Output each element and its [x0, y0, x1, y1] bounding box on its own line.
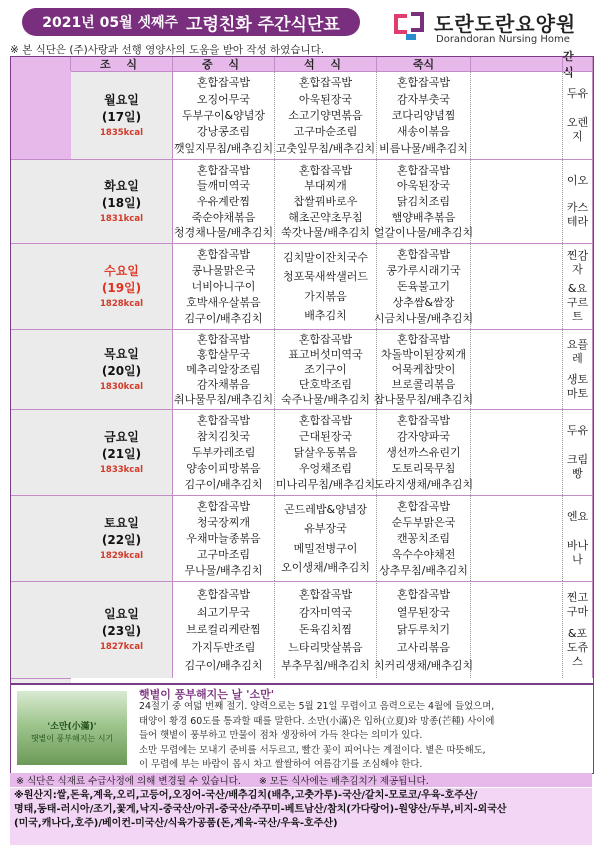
solar-term-line: 소만 무렵에는 모내기 준비를 서두르고, 빨간 꽃이 피어나는 계절이다. 볕은 따뜻해도,	[139, 744, 486, 756]
menu-item: 고춧잎무침/배추김치	[275, 141, 376, 155]
menu-item: 청포묵새싹샐러드	[282, 270, 368, 284]
menu-item: 배추김치	[304, 308, 347, 322]
menu-item: 콩가루시래기국	[386, 264, 461, 277]
snack-item: 카스테라	[566, 201, 589, 229]
menu-item: 청경채나물/배추김치	[173, 226, 274, 240]
menu-item: 근대된장국	[298, 430, 353, 443]
menu-item: 메추리알장조림	[186, 363, 261, 376]
menu-item: 혼합잡곡밥	[298, 414, 353, 427]
menu-item: 상추쌈&쌈장	[392, 296, 455, 309]
menu-item: 양송이피망볶음	[186, 462, 261, 475]
menu-item: 혼합잡곡밥	[298, 76, 353, 90]
column-header-snack: 간 식	[563, 57, 593, 71]
menu-item: 들깨미역국	[196, 179, 251, 193]
snack-item: 두유	[566, 87, 589, 100]
porridge-cell	[471, 581, 563, 678]
menu-item: 두부카레조림	[191, 446, 256, 459]
menu-item: 생선까스유린기	[386, 446, 461, 459]
snack-item: 찐감자	[566, 249, 589, 276]
menu-item: 햄양배추볶음	[391, 210, 456, 224]
menu-item: 참치김칫국	[196, 430, 251, 443]
day-label	[71, 159, 173, 243]
day-name: 화요일	[104, 178, 139, 193]
menu-item: 혼합잡곡밥	[196, 248, 251, 261]
solar-term-image-subcaption: 햇볕이 풍부해지는 시기	[30, 734, 114, 743]
menu-item: 오이생채/배추김치	[281, 560, 370, 574]
notes-bar	[10, 773, 592, 787]
breakfast-menu-cell	[173, 409, 275, 495]
menu-item: 쇠고기무국	[196, 605, 251, 619]
menu-item: 부추무침/배추김치	[281, 659, 370, 673]
menu-item: 콩나물맑은국	[191, 264, 256, 277]
menu-item: 김구이/배추김치	[184, 659, 263, 673]
row-end-strip	[11, 329, 71, 409]
column-header-blank	[471, 57, 563, 71]
solar-term-image	[17, 691, 127, 765]
menu-item: 혼합잡곡밥	[396, 76, 451, 90]
menu-item: 돈육불고기	[396, 280, 451, 293]
breakfast-menu-cell	[173, 495, 275, 581]
day-name: 금요일	[104, 429, 139, 444]
dinner-menu-cell	[373, 243, 474, 329]
row-end-strip	[11, 159, 71, 243]
menu-item: 우유계란찜	[196, 194, 251, 208]
snack-cell	[563, 329, 593, 409]
menu-item: 혼합잡곡밥	[396, 587, 451, 601]
lunch-menu-cell	[275, 409, 377, 495]
porridge-cell	[471, 159, 563, 243]
page-title: 고령친화 주간식단표	[186, 14, 340, 35]
breakfast-menu-cell	[173, 159, 275, 243]
menu-item: 고구마순조림	[293, 125, 358, 139]
snack-item: 이오	[566, 173, 589, 187]
snack-cell	[563, 581, 593, 678]
snack-cell	[563, 159, 593, 243]
day-name: 목요일	[104, 346, 139, 361]
dinner-menu-cell	[373, 159, 474, 243]
menu-item: 도토리묵무침	[391, 462, 456, 475]
dinner-menu-cell	[373, 581, 474, 678]
snack-cell	[563, 409, 593, 495]
menu-item: 열무된장국	[396, 605, 451, 619]
menu-item: 순두부맑은국	[391, 516, 456, 529]
menu-item: 얼갈이나물/배추김치	[373, 226, 474, 240]
porridge-cell	[471, 409, 563, 495]
dinner-menu-cell	[377, 495, 471, 581]
menu-item: 혼합잡곡밥	[196, 333, 251, 346]
day-date: (22일)	[101, 532, 142, 547]
menu-item: 혼합잡곡밥	[196, 414, 251, 427]
menu-item: 브로콜리볶음	[391, 378, 456, 391]
row-end-strip	[11, 678, 71, 683]
row-end-strip	[11, 243, 71, 329]
column-header-breakfast: 조 식	[71, 57, 173, 71]
solar-term-line: 태양이 황경 60도를 통과할 때를 말한다. 소만(小滿)은 입하(立夏)와 망종(芒種) 사이에	[139, 715, 495, 727]
menu-item: 조기구이	[304, 363, 347, 376]
solar-term-line: 24절기 중 여덟 번째 절기. 양력으로는 5월 21일 무렵이고 음력으로는 4월에 들었으며,	[139, 701, 495, 712]
column-header-porridge: 죽식	[377, 57, 471, 71]
menu-item: 두부구이&양념장	[182, 108, 265, 122]
day-date: (19일)	[101, 280, 142, 295]
day-label	[71, 243, 173, 329]
column-header-strip	[11, 71, 71, 159]
day-kcal: 1831kcal	[100, 213, 143, 224]
menu-item: 깻잎지무침/배추김치	[173, 141, 274, 155]
menu-item: 참나물무침/배추김치	[373, 393, 474, 406]
origin-line: ※원산지:쌀,돈육,계육,오리,고등어,오징어-국산/배추김치(배추,고춧가루)-국산/갈치-모로코/우육-호주산/	[14, 790, 478, 801]
menu-item: 혼합잡곡밥	[396, 500, 451, 513]
menu-item: 고사리볶음	[396, 641, 451, 655]
day-kcal: 1829kcal	[100, 550, 143, 561]
menu-item: 김구이/배추김치	[184, 312, 263, 325]
day-name: 월요일	[104, 92, 139, 107]
origin-line: 명태,동태-러시아/조기,꽃게,낙지-중국산/아귀-중국산/주꾸미-베트남산/참치(가다랑어)-원양산/두부,비지-외국산	[14, 804, 507, 815]
day-label	[71, 495, 173, 581]
column-header-dinner: 석 식	[275, 57, 377, 71]
menu-item: 메밀전병구이	[293, 541, 358, 555]
origin-line: (미국,캐나다,호주)/베이컨-미국산/식육가공품(돈,계육-국산/우육-호주산)	[14, 818, 338, 829]
day-kcal: 1827kcal	[100, 642, 143, 652]
menu-item: 캔꽁치조림	[396, 532, 451, 545]
menu-item: 혼합잡곡밥	[196, 587, 251, 601]
menu-item: 시금치나물/배추김치	[373, 312, 474, 325]
menu-item: 우엉채조림	[298, 462, 353, 475]
snack-item: 요플레	[566, 337, 589, 365]
menu-item: 해초곤약초무침	[288, 210, 363, 224]
week-label: 2021년 05월 셋째주	[42, 15, 179, 31]
snack-item: 오렌지	[566, 116, 589, 143]
day-name: 토요일	[104, 515, 139, 530]
row-end-strip	[11, 581, 71, 678]
snack-item: &포도쥬스	[566, 627, 589, 669]
menu-item: 홍합살무국	[196, 348, 251, 361]
porridge-cell	[471, 71, 563, 159]
menu-item: 우채마늘종볶음	[186, 532, 261, 545]
day-label	[71, 409, 173, 495]
menu-item: 닭김치조림	[396, 194, 451, 208]
day-date: (21일)	[101, 446, 142, 461]
row-end-strip	[11, 495, 71, 581]
menu-item: 단호박조림	[298, 378, 353, 391]
day-name: 수요일	[104, 263, 139, 278]
logo-mark-icon	[392, 10, 428, 42]
dinner-menu-cell	[373, 329, 474, 409]
menu-item: 무나물/배추김치	[184, 564, 263, 577]
lunch-menu-cell	[275, 243, 377, 329]
snack-item: 찐고구마	[566, 590, 589, 618]
menu-item: 미나리무침/배추김치	[275, 478, 376, 491]
menu-item: 혼합잡곡밥	[396, 414, 451, 427]
dinner-menu-cell	[377, 71, 471, 159]
menu-item: 도라지생채/배추김치	[373, 478, 474, 491]
menu-item: 아욱된장국	[396, 179, 451, 193]
day-label	[71, 581, 173, 678]
menu-item: 부대찌개	[304, 179, 347, 193]
menu-item: 감자채볶음	[196, 378, 251, 391]
menu-item: 소고기양면볶음	[288, 108, 363, 122]
lunch-menu-cell	[275, 329, 377, 409]
snack-item: 바나나	[566, 538, 589, 566]
menu-item: 혼합잡곡밥	[396, 333, 451, 346]
menu-item: 취나물무침/배추김치	[173, 393, 274, 406]
menu-item: 혼합잡곡밥	[396, 248, 451, 261]
day-date: (18일)	[101, 195, 142, 210]
porridge-cell	[471, 495, 563, 581]
day-date: (17일)	[101, 109, 142, 124]
menu-item: 쑥갓나물/배추김치	[281, 226, 370, 240]
solar-term-image-caption: '소만(小滿)'	[47, 722, 97, 732]
header-corner	[11, 57, 71, 71]
menu-item: 닭살우동볶음	[293, 446, 358, 459]
menu-item: 청국장찌개	[196, 516, 251, 529]
menu-item: 옥수수야채전	[391, 548, 456, 561]
solar-term-box	[10, 684, 594, 774]
day-kcal: 1835kcal	[100, 127, 143, 138]
menu-item: 강낭콩조림	[196, 125, 251, 139]
menu-item: 곤드레밥&양념장	[284, 503, 367, 517]
menu-item: 호박새우살볶음	[186, 296, 261, 309]
logo	[392, 8, 592, 48]
menu-item: 느타리맛살볶음	[288, 641, 363, 655]
menu-item: 가지두반조림	[191, 641, 256, 655]
menu-item: 차돌박이된장찌개	[380, 348, 466, 361]
menu-item: 코다리양념찜	[391, 108, 456, 122]
menu-item: 새송이볶음	[396, 125, 451, 139]
logo-name-en: Dorandoran Nursing Home	[436, 34, 570, 45]
menu-item: 닭두루치기	[396, 623, 451, 637]
menu-item: 죽순야채볶음	[191, 210, 256, 224]
snack-cell	[563, 243, 593, 329]
menu-item: 김구이/배추김치	[184, 478, 263, 491]
snack-item: &요구르트	[566, 282, 589, 323]
breakfast-menu-cell	[173, 329, 275, 409]
menu-item: 오징어무국	[196, 92, 251, 106]
menu-item: 혼합잡곡밥	[298, 163, 353, 177]
day-date: (23일)	[101, 624, 142, 638]
solar-term-title: 햇볕이 풍부해지는 날 '소만'	[139, 688, 275, 701]
menu-item: 혼합잡곡밥	[196, 500, 251, 513]
dinner-menu-cell	[373, 409, 474, 495]
column-header-lunch: 중 식	[173, 57, 275, 71]
menu-item: 감자부춧국	[396, 92, 451, 106]
menu-item: 고구마조림	[196, 548, 251, 561]
menu-item: 가지볶음	[304, 289, 347, 303]
menu-item: 혼합잡곡밥	[196, 76, 251, 90]
day-kcal: 1830kcal	[100, 381, 143, 392]
notice-text: ※ 본 식단은 (주)사랑과 선행 영양사의 도움을 받아 작성 하였습니다.	[10, 44, 325, 56]
origin-info	[10, 788, 592, 845]
breakfast-menu-cell	[173, 71, 275, 159]
day-kcal: 1833kcal	[100, 464, 143, 475]
menu-item: 돈육김치찜	[298, 623, 353, 637]
breakfast-menu-cell	[173, 581, 275, 678]
snack-item: 크림빵	[566, 452, 589, 480]
lunch-menu-cell	[275, 581, 377, 678]
breakfast-menu-cell	[173, 243, 275, 329]
menu-item: 감자양파국	[396, 430, 451, 443]
note-change: ※ 식단은 식재료 수급사정에 의해 변경될 수 있습니다.	[16, 776, 241, 787]
menu-item: 김치말이잔치국수	[282, 251, 368, 265]
solar-term-line: 이 무렵에 부는 바람이 몹시 차고 쌀쌀하여 여름감기를 조심해야 한다.	[139, 759, 423, 770]
porridge-cell	[471, 329, 563, 409]
lunch-menu-cell	[275, 159, 377, 243]
snack-item: 엔요	[566, 510, 589, 524]
day-label	[71, 71, 173, 159]
lunch-menu-cell	[275, 495, 377, 581]
menu-item: 혼합잡곡밥	[196, 163, 251, 177]
menu-item: 유부장국	[304, 522, 347, 536]
menu-item: 숙주나물/배추김치	[281, 393, 370, 406]
title-banner	[22, 8, 360, 36]
lunch-menu-cell	[275, 71, 377, 159]
note-kimchi: ※ 모든 식사에는 배추김치가 제공됩니다.	[258, 776, 429, 787]
snack-item: 두유	[566, 424, 589, 438]
day-label	[71, 329, 173, 409]
snack-cell	[563, 71, 593, 159]
menu-item: 아욱된장국	[298, 92, 353, 106]
snack-cell	[563, 495, 593, 581]
solar-term-body	[139, 700, 587, 773]
menu-item: 치커리생채/배추김치	[373, 659, 474, 673]
day-kcal: 1828kcal	[100, 298, 143, 309]
menu-item: 브로컬리케란찜	[186, 623, 261, 637]
menu-item: 너비아니구이	[191, 280, 256, 293]
day-date: (20일)	[101, 363, 142, 378]
menu-item: 어묵케찹맛이	[391, 363, 456, 376]
porridge-cell	[471, 243, 563, 329]
menu-item: 혼합잡곡밥	[396, 163, 451, 177]
day-name: 일요일	[104, 607, 139, 621]
solar-term-line: 들어 햇볕이 풍부하고 만물이 점차 생장하여 가득 찬다는 의미가 있다.	[139, 730, 423, 741]
snack-item: 생토마토	[566, 373, 589, 401]
menu-item: 표고버섯미역국	[288, 348, 363, 361]
row-end-strip	[11, 409, 71, 495]
menu-item: 찹쌀꿔바로우	[293, 194, 358, 208]
logo-name-ko: 도란도란요양원	[434, 12, 577, 36]
menu-item: 감자미역국	[298, 605, 353, 619]
menu-item: 상추무침/배추김치	[379, 564, 468, 577]
menu-item: 비름나물/배추김치	[379, 141, 468, 155]
menu-item: 혼합잡곡밥	[298, 333, 353, 346]
menu-item: 혼합잡곡밥	[298, 587, 353, 601]
